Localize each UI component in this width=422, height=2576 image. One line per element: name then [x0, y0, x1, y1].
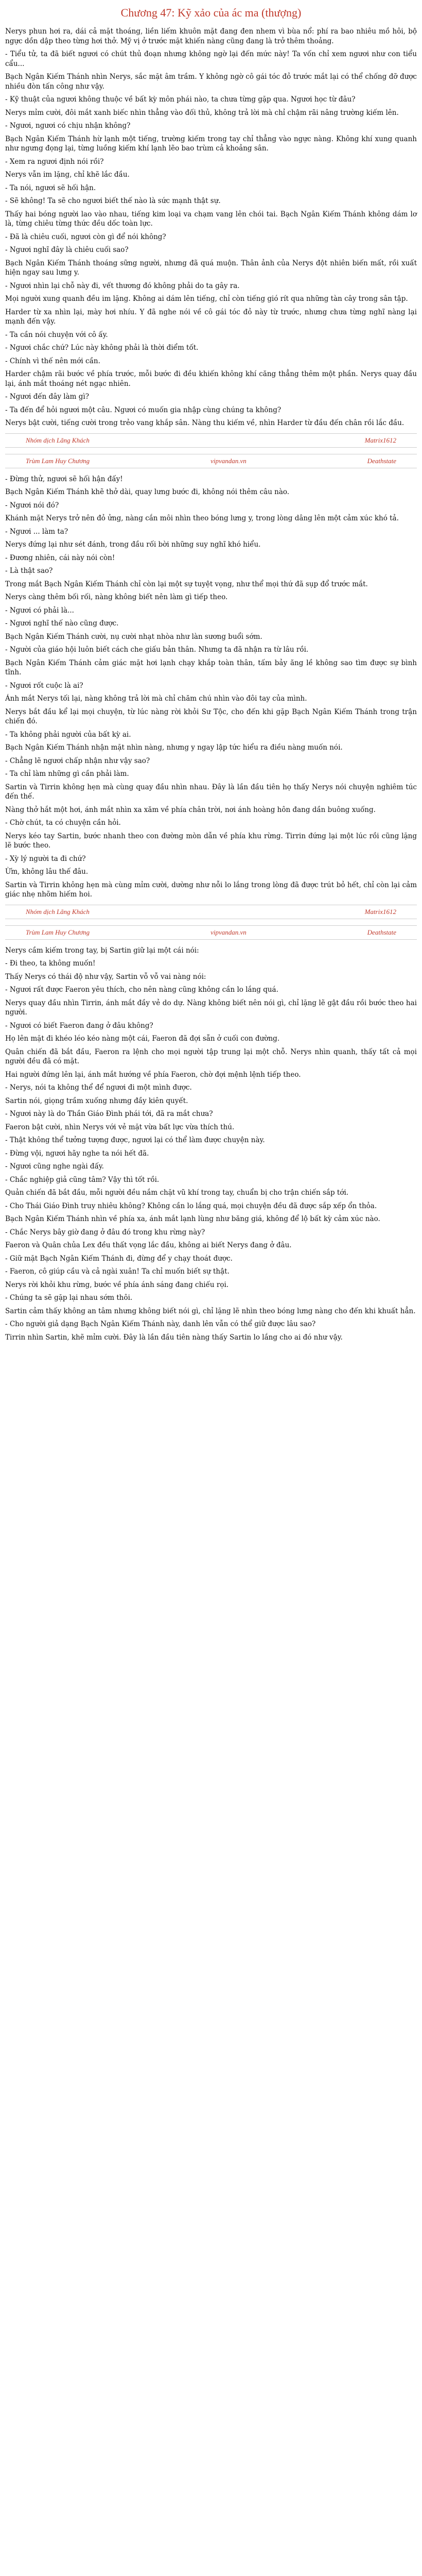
paragraph: - Ngươi ... làm ta?	[5, 527, 68, 536]
paragraph: - Đừng vội, ngươi hãy nghe ta nói hết đã.	[5, 1149, 149, 1158]
paragraph: - Xem ra ngươi định nói rồi?	[5, 157, 104, 166]
paragraph: Nerys vẫn im lặng, chỉ khẽ lắc đầu.	[5, 171, 130, 179]
paragraph: Nàng thở hắt một hơi, ánh mắt nhìn xa xăm về phía chân trời, nơi ánh hoàng hôn đang dần buông xuống.	[5, 805, 376, 814]
paragraph: Quân chiến đã bắt đầu, Faeron ra lệnh cho mọi người tập trung lại một chỗ. Nerys nhìn quanh, thấy tất cả mọi người đều đã có mặt.	[5, 1047, 417, 1065]
paragraph: Harder chậm rãi bước về phía trước, mỗi bước đi đều khiến không khí căng thẳng thêm một phần. Nerys quay đầu lại, ánh mắt thoáng nét ngạc nhiên.	[5, 370, 417, 388]
paragraph: - Ngươi nói đó?	[5, 501, 59, 510]
paragraph: - Tiểu tử, ta đã biết ngươi có chút thủ đoạn nhưng không ngờ lại đến mức này! Ta vốn chỉ xem ngươi như con tiểu cẩu...	[5, 50, 417, 68]
paragraph: Bạch Ngân Kiếm Thánh hừ lạnh một tiếng, trường kiếm trong tay chỉ thẳng vào ngực nàng. Không khí xung quanh như ngưng đọng lại, từng luồng kiếm khí lạnh lẽo bao trùm cả khoảng sân.	[5, 134, 417, 152]
paragraph: Ánh mắt Nerys tối lại, nàng không trả lời mà chỉ chăm chú nhìn vào đôi tay của mình.	[5, 694, 307, 703]
paragraph: Nerys càng thêm bối rối, nàng không biết nên làm gì tiếp theo.	[5, 593, 228, 601]
paragraph: - Ngươi rốt cuộc là ai?	[5, 681, 83, 690]
paragraph: - Ngươi đến đây làm gì?	[5, 393, 89, 401]
paragraph: - Chờ chút, ta có chuyện cần hỏi.	[5, 819, 121, 827]
paragraph: Thấy hai bóng người lao vào nhau, tiếng kim loại va chạm vang lên chói tai. Bạch Ngân Kiếm Thánh không dám lơ là, từng chiêu từng thức đều dốc toàn lực.	[5, 210, 417, 228]
paragraph: - Ta chỉ làm những gì cần phải làm.	[5, 770, 129, 778]
paragraph: Sartin và Tirrin không hẹn mà cùng quay đầu nhìn nhau. Đây là lần đầu tiên họ thấy Nerys nói chuyện nghiêm túc đến thế.	[5, 783, 417, 801]
uploader-name: Deathstate	[367, 928, 396, 936]
paragraph: Faeron và Quân chủa Lex đều thất vọng lắc đầu, không ai biết Nerys đang ở đâu.	[5, 1241, 292, 1249]
paragraph: Harder từ xa nhìn lại, mày hơi nhíu. Y đã nghe nói về cô gái tóc đỏ này từ trước, nhưng chưa từng nghĩ nàng lại mạnh đến vậy.	[5, 308, 417, 326]
editor-name: Trùm Lam Huy Chương	[26, 928, 90, 936]
paragraph: - Kỹ thuật của ngươi không thuộc về bất kỳ môn phái nào, ta chưa từng gặp qua. Ngươi học từ đâu?	[5, 95, 356, 104]
paragraph: Nerys quay đầu nhìn Tirrin, ánh mắt đầy vẻ do dự. Nàng không biết nên nói gì, chỉ lặng lẽ gật đầu rồi bước theo hai người.	[5, 998, 417, 1016]
paragraph: - Ta cần nói chuyện với cô ấy.	[5, 330, 108, 339]
paragraph: Nerys phun hơi ra, dái cả mặt thoáng, liền liếm khuôn mặt đang đen nhem vì bùa nổ: phí ra bao nhiêu mồ hôi, bộ ngực dồn dập theo từng hơi thở. Mỹ vị ở trước mặt khiến nàng cũng đang là trở thêm thoảng.	[5, 27, 417, 45]
paragraph: - Ta không phải người của bất kỳ ai.	[5, 730, 131, 739]
paragraph: Quản chiến đã bắt đầu, mỗi người đều nắm chặt vũ khí trong tay, chuẩn bị cho trận chiến sắp tới.	[5, 1189, 349, 1197]
paragraph: - Ngươi nghĩ thế nào cũng được.	[5, 619, 119, 628]
credit-bar-2	[5, 454, 417, 468]
paragraph: - Người của giáo hội luôn biết cách che giấu bản thân. Nhưng ta đã nhận ra từ lâu rồi.	[5, 646, 309, 654]
paragraph: Bạch Ngân Kiếm Thánh khẽ thở dài, quay lưng bước đi, không nói thêm câu nào.	[5, 488, 290, 496]
paragraph: - Ngươi, ngươi có chịu nhận không?	[5, 122, 131, 130]
uploader-name: Deathstate	[367, 456, 396, 465]
paragraph: - Chúng ta sẽ gặp lại nhau sớm thôi.	[5, 1294, 133, 1302]
section-2	[5, 474, 417, 900]
paragraph: Bạch Ngân Kiếm Thánh nhìn về phía xa, ánh mắt lạnh lùng như băng giá, không để lộ bất kỳ cảm xúc nào.	[5, 1215, 380, 1223]
translator-group: Nhóm dịch Lãng Khách	[26, 907, 90, 916]
paragraph: Tirrin nhìn Sartin, khẽ mỉm cười. Đây là lần đầu tiên nàng thấy Sartin lo lắng cho ai đó như vậy.	[5, 1333, 343, 1342]
paragraph: - Ta đến để hỏi ngươi một câu. Ngươi có muốn gia nhập cùng chúng ta không?	[5, 405, 282, 414]
paragraph: - Đừng thử, ngươi sẽ hối hận đấy!	[5, 474, 123, 483]
paragraph: Nerys cầm kiếm trong tay, bị Sartin giữ lại một cái nói:	[5, 946, 199, 955]
paragraph: - Ngươi nhìn lại chỗ này đi, vết thương đó không phải do ta gây ra.	[5, 281, 240, 290]
paragraph: - Xỳ lý người ta đi chứ?	[5, 854, 86, 863]
paragraph: - Ngươi này là do Thần Giáo Đình phái tới, đã ra mắt chưa?	[5, 1110, 213, 1118]
paragraph: - Ngươi nghĩ đây là chiêu cuối sao?	[5, 246, 129, 254]
paragraph: - Đi theo, ta không muốn!	[5, 959, 96, 968]
paragraph: Bạch Ngân Kiếm Thánh cười, nụ cười nhạt nhòa như làn sương buổi sớm.	[5, 632, 262, 641]
paragraph: Nerys mỉm cười, đôi mắt xanh biếc nhìn thẳng vào đối thủ, không trả lời mà chỉ chậm rãi nâng trường kiếm lên.	[5, 108, 399, 117]
translator-group: Nhóm dịch Lãng Khách	[26, 436, 90, 444]
paragraph: - Sẽ không! Ta sẽ cho ngươi biết thế nào là sức mạnh thật sự.	[5, 197, 221, 205]
chapter-title: Chương 47: Kỹ xảo của ác ma (thượng)	[120, 6, 302, 19]
paragraph: - Đương nhiên, cái này nói còn!	[5, 553, 115, 562]
paragraph: Nerys rời khỏi khu rừng, bước về phía ánh sáng đang chiếu rọi.	[5, 1280, 229, 1289]
paragraph: Thấy Nerys có thái độ như vậy, Sartin vỗ vỗ vai nàng nói:	[5, 972, 206, 981]
paragraph: - Thật không thể tưởng tượng được, ngươi lại có thể làm được chuyện này.	[5, 1136, 265, 1144]
paragraph: Họ lên mặt đi khéo léo kéo nàng một cái, Faeron đã đợi sẵn ở cuối con đường.	[5, 1035, 280, 1043]
paragraph: Sartin và Tirrin không hẹn mà cùng mỉm cười, dường như nỗi lo lắng trong lòng đã được trút bỏ hết, chỉ còn lại cảm giác nhẹ nhõm hiếm hoi.	[5, 880, 417, 899]
paragraph: Faeron bật cười, nhìn Nerys với vẻ mặt vừa bất lực vừa thích thú.	[5, 1123, 235, 1131]
paragraph: - Ngươi rất được Faeron yêu thích, cho nên nàng cũng không cần lo lắng quá.	[5, 986, 278, 994]
paragraph: Hai người đứng lên lại, ánh mắt hướng về phía Faeron, chờ đợi mệnh lệnh tiếp theo.	[5, 1070, 301, 1079]
paragraph: - Cho người giả dạng Bạch Ngân Kiếm Thánh này, danh lên vẫn có thể giữ được lâu sao?	[5, 1320, 316, 1328]
paragraph: Sartin nói, giọng trầm xuống nhưng đầy kiên quyết.	[5, 1096, 188, 1105]
paragraph: Nerys bắt đầu kể lại mọi chuyện, từ lúc nàng rời khỏi Sư Tộc, cho đến khi gặp Bạch Ngân Kiếm Thánh trong trận chiến đó.	[5, 707, 417, 725]
paragraph: - Đã là chiêu cuối, ngươi còn gì để nói không?	[5, 232, 166, 241]
paragraph: - Ngươi có phải là...	[5, 606, 74, 615]
source-site: vipvandan.vn	[210, 456, 247, 465]
paragraph: - Chắc Nerys bây giờ đang ở đâu đó trong khu rừng này?	[5, 1228, 205, 1236]
paragraph: - Giữ mặt Bạch Ngân Kiếm Thánh đi, đừng để y chạy thoát được.	[5, 1254, 233, 1263]
paragraph: Bạch Ngân Kiếm Thánh nhìn Nerys, sắc mặt âm trầm. Y không ngờ cô gái tóc đỏ trước mắt lại có thể chống đỡ được nhiều đòn tấn công như vậy.	[5, 73, 417, 91]
paragraph: - Ta nói, ngươi sẽ hối hận.	[5, 183, 96, 192]
paragraph: Mọi người xung quanh đều im lặng. Không ai dám lên tiếng, chỉ còn tiếng gió rít qua những tàn cây trong sân tập.	[5, 295, 408, 303]
paragraph: Nerys bật cười, tiếng cười trong trẻo vang khắp sân. Nàng thu kiếm về, nhìn Harder từ đầu đến chân rồi lắc đầu.	[5, 419, 405, 427]
translator-name: Matrix1612	[364, 907, 396, 916]
section-3	[5, 946, 417, 1343]
paragraph: Bạch Ngân Kiếm Thánh cảm giác mặt hơi lạnh chạy khắp toàn thân, tấm bảy ăng lề không sao tìm được sự bình tĩnh.	[5, 658, 417, 676]
source-site: vipvandan.vn	[210, 928, 247, 936]
paragraph: Sartin cảm thấy không an tâm nhưng không biết nói gì, chỉ lặng lẽ nhìn theo bóng lưng nàng cho đến khi khuất hẳn.	[5, 1307, 416, 1315]
paragraph: - Chắc nghiệp giả cũng tâm? Vậy thì tốt rồi.	[5, 1175, 160, 1184]
paragraph: - Ngươi có biết Faeron đang ở đâu không?	[5, 1021, 153, 1030]
paragraph: Bạch Ngân Kiếm Thánh nhận mặt nhìn nàng, nhưng y ngay lập tức hiểu ra điều nàng muốn nói.	[5, 743, 343, 752]
paragraph: - Cho Thái Giáo Đình truy nhiêu không? Không cần lo lắng quá, mọi chuyện đều đã được sắp xếp ổn thỏa.	[5, 1201, 377, 1210]
paragraph: - Faeron, cô giúp cầu và cả ngài xuân! Ta chỉ muốn biết sự thật.	[5, 1267, 230, 1276]
paragraph: - Ngươi cũng nghe ngài đấy.	[5, 1162, 104, 1171]
paragraph: Khánh mặt Nerys trở nên đỏ ửng, nàng cắn môi nhìn theo bóng lưng y, trong lòng dâng lên một cảm xúc khó tả.	[5, 514, 399, 522]
editor-name: Trùm Lam Huy Chương	[26, 456, 90, 465]
paragraph: - Nerys, nói ta không thể để ngươi đi một mình được.	[5, 1083, 192, 1092]
credit-bar-3	[5, 905, 417, 919]
translator-name: Matrix1612	[364, 436, 396, 444]
paragraph: - Chẳng lẽ ngươi chấp nhận như vậy sao?	[5, 756, 150, 765]
paragraph: Trong mắt Bạch Ngân Kiếm Thánh chỉ còn lại một sự tuyệt vọng, như thể mọi thứ đã sụp đổ trước mắt.	[5, 580, 368, 588]
credit-bar-1	[5, 433, 417, 448]
paragraph: Nerys đứng lại như sét đánh, trong đầu rối bời những suy nghĩ khó hiểu.	[5, 540, 261, 549]
credit-bar-4	[5, 925, 417, 940]
section-1	[5, 27, 417, 428]
paragraph: Ừm, không lâu thế đâu.	[5, 868, 89, 876]
paragraph: Bạch Ngân Kiếm Thánh thoáng sững người, nhưng đã quá muộn. Thân ảnh của Nerys đột nhiên biến mất, rồi xuất hiện ngay sau lưng y.	[5, 259, 417, 277]
paragraph: Nerys kéo tay Sartin, bước nhanh theo con đường mòn dẫn về phía khu rừng. Tirrin đứng lại một lúc rồi cũng lặng lẽ bước theo.	[5, 832, 417, 850]
paragraph: - Ngươi chắc chứ? Lúc này không phải là thời điểm tốt.	[5, 344, 199, 352]
paragraph: - Chính vì thế nên mới cần.	[5, 357, 100, 365]
paragraph: - Là thật sao?	[5, 567, 53, 575]
